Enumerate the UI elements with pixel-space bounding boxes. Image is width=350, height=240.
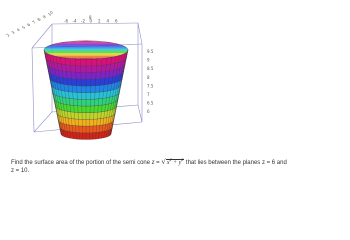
radicand-x: x	[166, 160, 170, 166]
right-axis-tick: 9	[147, 57, 150, 63]
top-axis-tick: 0	[89, 18, 93, 24]
cone-inner-band	[55, 56, 118, 58]
right-axis-tick: 6.5	[147, 100, 154, 106]
box-edge	[34, 112, 52, 132]
top-axis-tick: 2	[98, 18, 101, 24]
right-axis-tick: 6	[147, 109, 150, 115]
right-axis-ticks	[147, 49, 154, 114]
left-axis-tick: 3	[10, 29, 16, 36]
left-axis-tick: 5	[20, 24, 27, 30]
problem-prefix: Find the surface area of the portion of the semi cone	[11, 160, 151, 166]
cone-inner-band	[45, 47, 128, 49]
cone-inner-band	[50, 55, 123, 57]
left-axis-tick: 9	[41, 14, 47, 20]
left-axis-tick: 8	[36, 16, 42, 23]
top-axis-tick: -2	[81, 18, 85, 24]
box-edge	[32, 24, 52, 48]
right-axis-tick: 7	[147, 92, 150, 97]
box-edge	[32, 48, 34, 132]
left-axis-tick: 10	[46, 9, 54, 17]
cone-inner-band	[44, 50, 128, 52]
left-axis-tick: 2	[5, 32, 11, 38]
right-axis-tick: 9.5	[147, 49, 154, 54]
right-axis-tick: 8.5	[147, 66, 154, 72]
problem-statement	[11, 156, 311, 175]
left-axis-tick: 6	[25, 21, 32, 28]
cone-inner-band	[45, 52, 128, 54]
left-axis-ticks	[5, 9, 54, 37]
radicand-x-exponent: 2	[169, 157, 172, 162]
cone-inner-band	[55, 42, 118, 44]
top-axis-tick: -6	[64, 18, 68, 24]
top-axis-tick: 6	[115, 18, 118, 24]
box-edge	[138, 23, 142, 44]
box-edge	[138, 105, 142, 122]
equation-lhs: z	[151, 158, 155, 166]
top-axis-tick: 4	[106, 18, 110, 24]
problem-line2: z = 10.	[11, 168, 30, 174]
cone-inner-band	[46, 53, 125, 55]
top-axis-tick: -4	[72, 18, 77, 24]
problem-suffix: that lies between the planes z = 6 and	[185, 160, 287, 166]
cone-inner-band	[46, 45, 125, 47]
sqrt-symbol-icon: √	[161, 158, 166, 166]
right-axis-tick: 7.5	[147, 83, 154, 89]
top-axis-mark: 8	[89, 15, 92, 20]
equation-equals: =	[156, 160, 160, 166]
left-axis-tick: 4	[15, 27, 21, 33]
equation-radicand	[166, 159, 184, 166]
right-axis-tick: 8	[147, 74, 150, 80]
cone-inner-band	[44, 48, 128, 50]
cone-inner-band	[50, 44, 123, 46]
radicand-y: y	[178, 160, 182, 166]
radicand-plus: +	[171, 160, 179, 166]
radicand-y-exponent: 2	[181, 157, 184, 162]
left-axis-tick: 7	[31, 19, 37, 25]
